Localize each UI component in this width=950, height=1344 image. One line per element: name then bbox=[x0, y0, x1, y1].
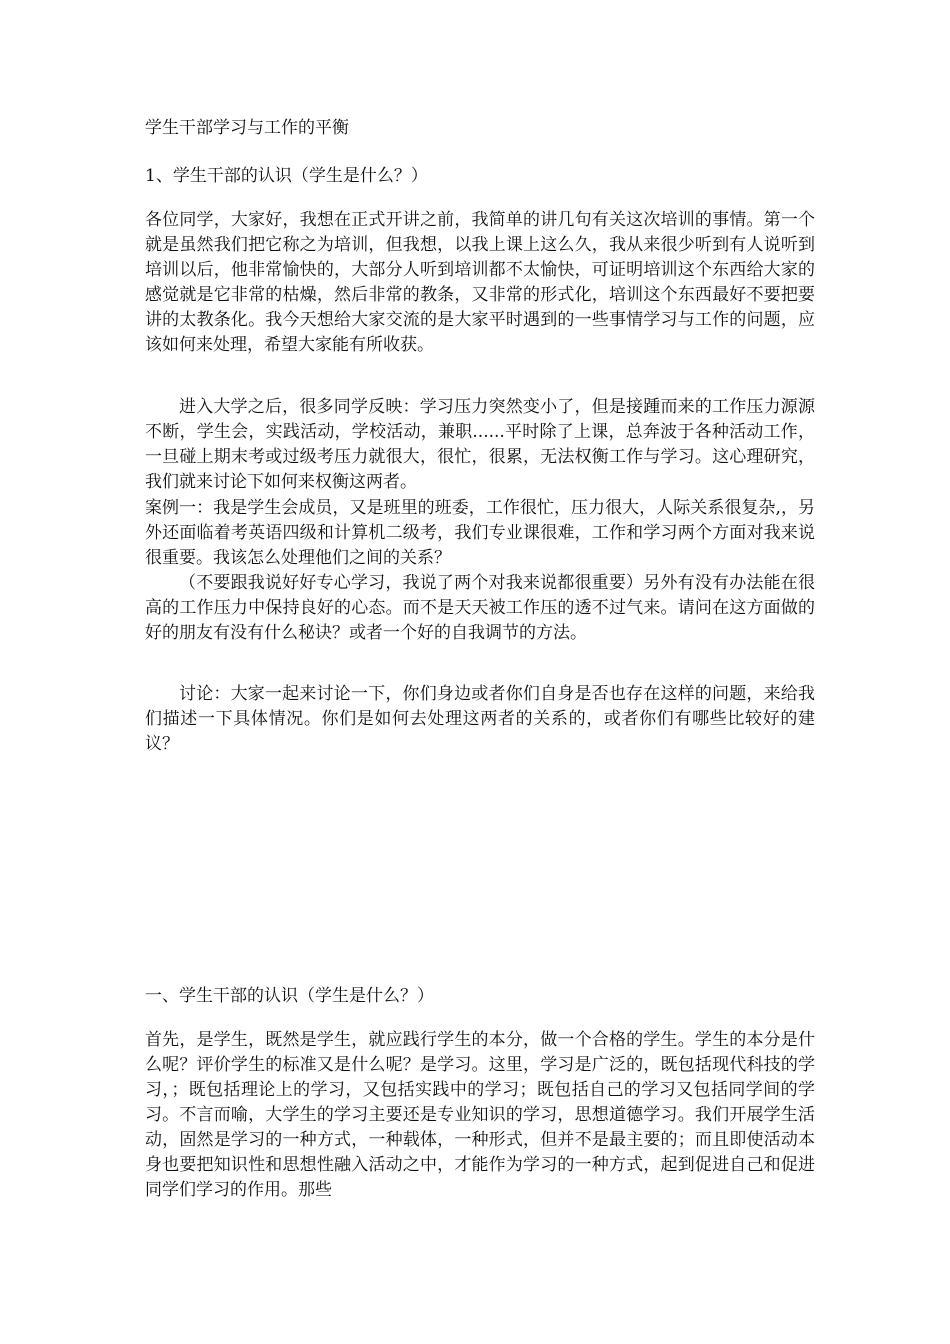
document-title: 学生干部学习与工作的平衡 bbox=[145, 118, 349, 138]
paragraph-university: 进入大学之后，很多同学反映：学习压力突然变小了，但是接踵而来的工作压力源源不断，学生会，实践活动，学校活动，兼职......平时除了上课，总奔波于各种活动工作，一旦碰上期末考或过级考压力就很大，很忙，很累，无法权衡工作与学习。这心理研究，我们就来讨论下如何来权衡这两者。 bbox=[145, 397, 815, 492]
paragraph-case-one: 案例一：我是学生会成员，又是班里的班委，工作很忙，压力很大，人际关系很复杂,，另外还面临着考英语四级和计算机二级考，我们专业课很难，工作和学习两个方面对我来说很重要。我该怎么处理他们之间的关系？ bbox=[145, 498, 815, 568]
paragraph-student: 首先，是学生，既然是学生，就应践行学生的本分，做一个合格的学生。学生的本分是什么呢？评价学生的标准又是什么呢？是学习。这里，学习是广泛的，既包括现代科技的学习，；既包括理论上的学习，又包括实践中的学习；既包括自己的学习又包括同学间的学习。不言而喻，大学生的学习主要还是专业知识的学习，思想道德学习。我们开展学生活动，固然是学习的一种方式，一种载体，一种形式，但并不是最主要的；而且即使活动本身也要把知识性和思想性融入活动之中，才能作为学习的一种方式，起到促进自己和促进同学们学习的作用。那些 bbox=[145, 1030, 815, 1200]
paragraph-discussion: 讨论：大家一起来讨论一下，你们身边或者你们自身是否也存在这样的问题，来给我们描述一下具体情况。你们是如何去处理这两者的关系的，或者你们有哪些比较好的建议？ bbox=[145, 684, 815, 754]
paragraph-intro: 各位同学，大家好，我想在正式开讲之前，我简单的讲几句有关这次培训的事情。第一个就是虽然我们把它称之为培训，但我想，以我上课上这么久，我从来很少听到有人说听到培训以后，他非常愉快的，大部分人听到培训都不太愉快，可证明培训这个东西给大家的感觉就是它非常的枯燥，然后非常的教条，又非常的形式化，培训这个东西最好不要把要讲的太教条化。我今天想给大家交流的是大家平时遇到的一些事情学习与工作的问题，应该如何来处理，希望大家能有所收获。 bbox=[145, 210, 815, 355]
section-heading-2: 一、学生干部的认识（学生是什么？） bbox=[145, 986, 434, 1006]
section-heading-1: 1、学生干部的认识（学生是什么？） bbox=[145, 166, 428, 186]
paragraph-question: （不要跟我说好好专心学习，我说了两个对我来说都很重要）另外有没有办法能在很高的工作压力中保持良好的心态。而不是天天被工作压的透不过气来。请问在这方面做的好的朋友有没有什么秘诀？或者一个好的自我调节的方法。 bbox=[145, 573, 815, 643]
